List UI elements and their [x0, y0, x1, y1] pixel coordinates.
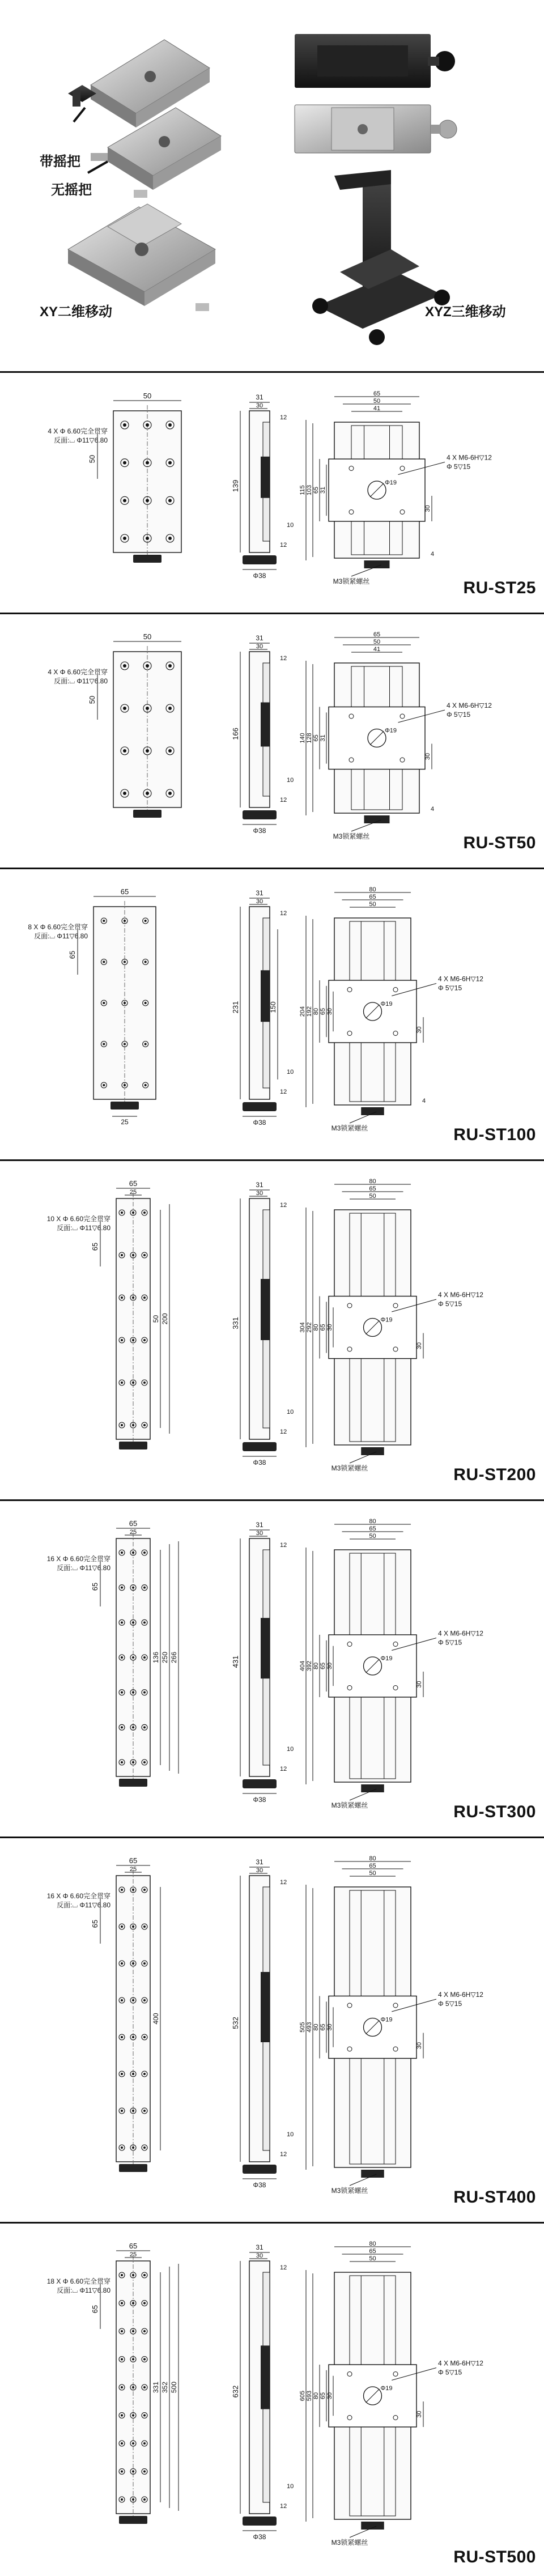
dim-right-w1: 65 [373, 631, 381, 638]
dim-right-h5: 30 [326, 2392, 333, 2400]
side-view [231, 1521, 294, 1804]
front-view [299, 1178, 483, 1472]
hole-note-2: 反面:⌴ Φ11▽6.80 [57, 2286, 110, 2294]
technical-drawing [0, 615, 544, 867]
dim-side-top-b: 30 [256, 1867, 264, 1874]
dim-side-c: 10 [287, 1069, 294, 1076]
knob-outline [119, 2516, 147, 2524]
drawing-panel-ru-st500 [0, 2224, 544, 2573]
tap-note-1: 4 X M6-6H▽12 [438, 975, 483, 983]
xy-stage-photo [68, 190, 215, 311]
dim-side-b: 12 [280, 542, 287, 549]
knob-side [243, 555, 277, 564]
dim-plan-height: 65 [91, 1242, 99, 1251]
dim-plan-width: 65 [129, 2242, 138, 2250]
dim-right-w1: 80 [369, 1178, 376, 1185]
dim-right-h4: 31 [320, 734, 326, 742]
dim-right-h3: 80 [313, 1324, 320, 1331]
dim-right-h2: 128 [306, 733, 313, 743]
dim-right-h3: 80 [313, 2024, 320, 2031]
dim-plan-height: 50 [88, 454, 96, 464]
dim-side-base: Φ38 [253, 2181, 266, 2189]
dim-side-top-a: 31 [256, 1181, 264, 1189]
knob-side [243, 1779, 277, 1788]
dim-right-h1: 140 [299, 733, 306, 743]
dim-right-h1: 505 [299, 2022, 306, 2033]
dim-side-base: Φ38 [253, 1796, 266, 1804]
dim-right-w3: 50 [369, 1193, 376, 1200]
hole-note-2: 反面:⌴ Φ11▽6.80 [54, 677, 108, 685]
dim-side-c: 10 [287, 1746, 294, 1753]
dim-right-h2: 493 [306, 2022, 313, 2033]
front-view [299, 390, 492, 585]
hole-note-1: 4 X Φ 6.60完全贯穿 [48, 668, 108, 676]
dim-plan-width: 50 [143, 632, 152, 641]
dim-side-top-a: 31 [256, 889, 264, 897]
dim-right-diameter: Φ19 [380, 1655, 393, 1662]
dim-side-b: 12 [280, 797, 287, 804]
knob-side [243, 2517, 277, 2526]
dim-plan-height: 65 [91, 1919, 99, 1928]
dim-side-c: 10 [287, 522, 294, 529]
hole-note-2: 反面:⌴ Φ11▽6.80 [57, 1224, 110, 1232]
plan-view [48, 632, 181, 818]
drawing-panel-ru-st300 [0, 1502, 544, 1836]
dim-right-diameter: Φ19 [380, 1001, 393, 1008]
dim-right-h5: 30 [326, 2024, 333, 2031]
dim-side-height: 632 [231, 2385, 240, 2398]
dim-right-h2: 593 [306, 2390, 313, 2401]
drawing-panel-ru-st25 [0, 374, 544, 612]
dim-side-height: 431 [231, 1655, 240, 1668]
dim-side-mid: 150 [269, 1001, 277, 1013]
front-view [299, 1518, 483, 1809]
hole-note-1: 16 X Φ 6.60完全贯穿 [46, 1892, 110, 1900]
plan-view [47, 1856, 160, 2172]
dim-plan-height-2: 331 [152, 2381, 160, 2394]
hole-note-1: 16 X Φ 6.60完全贯穿 [46, 1555, 110, 1563]
dim-plan-height: 50 [88, 695, 96, 704]
dim-right-h2: 292 [306, 1322, 313, 1333]
side-view [231, 2243, 294, 2541]
divider [0, 1159, 544, 1161]
scale-block [261, 1279, 270, 1340]
technical-drawing [0, 1162, 544, 1499]
dim-right-h5: 30 [326, 1324, 333, 1331]
dim-right-w3: 50 [369, 1533, 376, 1540]
dim-right-h3: 80 [313, 1662, 320, 1670]
tap-note-1: 4 X M6-6H▽12 [438, 2359, 483, 2367]
dim-right-h3: 80 [313, 2392, 320, 2400]
model-label: RU-ST300 [453, 1803, 536, 1821]
dim-plan-height-3: 352 [161, 2381, 169, 2394]
drawing-panel-ru-st50 [0, 615, 544, 867]
tap-note-2: Φ 5▽15 [438, 2000, 462, 2008]
side-view [231, 1181, 294, 1466]
dim-side-top-a: 31 [256, 1858, 264, 1866]
plan-view [48, 392, 181, 563]
screw-note: M3锁紧螺丝 [331, 1464, 368, 1472]
dim-right-w2: 65 [369, 1185, 376, 1192]
dim-side-base: Φ38 [253, 827, 266, 835]
knob-front [361, 2522, 384, 2530]
dim-side-a: 12 [280, 1542, 287, 1549]
plan-view [47, 1179, 169, 1449]
dim-side-a: 12 [280, 414, 287, 421]
dim-right-h4: 65 [320, 1324, 326, 1331]
dim-plan-width: 65 [120, 887, 129, 896]
dim-right-h1: 115 [299, 485, 306, 495]
dim-plan-width-2: 25 [129, 2251, 137, 2258]
technical-drawing [0, 2224, 544, 2573]
dim-side-b: 12 [280, 1089, 287, 1095]
knob-outline [133, 555, 162, 563]
tap-note-1: 4 X M6-6H▽12 [447, 702, 492, 709]
dim-right-h2: 392 [306, 1660, 313, 1672]
tap-note-2: Φ 5▽15 [447, 711, 471, 719]
dim-right-side-1: 30 [416, 1026, 423, 1034]
dim-right-w1: 80 [369, 1855, 376, 1862]
dim-right-side-1: 30 [416, 1342, 423, 1350]
dim-plan-width-2: 25 [129, 1866, 137, 1873]
hole-note-1: 10 X Φ 6.60完全贯穿 [46, 1215, 110, 1223]
screw-note: M3锁紧螺丝 [331, 1801, 368, 1809]
technical-drawing [0, 374, 544, 612]
side-view [231, 889, 294, 1127]
dim-side-c: 10 [287, 2483, 294, 2490]
tap-note-1: 4 X M6-6H▽12 [438, 1291, 483, 1299]
dim-right-w1: 80 [369, 1518, 376, 1525]
dim-right-w3: 41 [373, 405, 381, 412]
scale-block [261, 457, 270, 498]
hole-note-1: 8 X Φ 6.60完全贯穿 [28, 923, 88, 931]
label-with-crank: 带摇把 [40, 154, 80, 169]
tap-note-2: Φ 5▽15 [447, 462, 471, 471]
knob-side [243, 1442, 277, 1451]
dim-side-b: 12 [280, 2503, 287, 2510]
tap-note-2: Φ 5▽15 [438, 1300, 462, 1308]
screw-note: M3锁紧螺丝 [331, 1124, 368, 1132]
dim-right-w3: 41 [373, 646, 381, 653]
dim-right-w1: 65 [373, 390, 381, 397]
dim-right-h1: 605 [299, 2390, 306, 2401]
dim-side-a: 12 [280, 1202, 287, 1209]
dim-side-top-b: 30 [256, 2252, 264, 2259]
tap-note-1: 4 X M6-6H▽12 [447, 453, 492, 462]
dim-side-top-a: 31 [256, 2243, 264, 2251]
knob-outline [119, 2164, 147, 2172]
dim-side-base: Φ38 [253, 2533, 266, 2541]
dim-side-height: 166 [231, 728, 240, 740]
dim-plan-height-2: 136 [152, 1651, 160, 1664]
screw-note: M3锁紧螺丝 [333, 832, 370, 840]
dim-plan-height: 65 [68, 950, 76, 959]
technical-drawing [0, 870, 544, 1159]
dim-side-height: 532 [231, 2017, 240, 2029]
knob-outline [110, 1102, 139, 1110]
dim-right-diameter: Φ19 [380, 2385, 393, 2392]
knob-outline [133, 810, 162, 818]
dim-plan-width: 65 [129, 1179, 138, 1188]
dim-side-base: Φ38 [253, 1459, 266, 1466]
tap-note-2: Φ 5▽15 [438, 1638, 462, 1647]
dim-right-diameter: Φ19 [385, 727, 397, 734]
front-view [299, 1855, 483, 2195]
dim-right-w1: 80 [369, 886, 376, 893]
front-view [299, 886, 483, 1132]
divider [0, 2222, 544, 2224]
knob-front [361, 1447, 384, 1455]
knob-side [243, 810, 277, 819]
hole-note-1: 18 X Φ 6.60完全贯穿 [46, 2277, 110, 2285]
scale-block [261, 2345, 270, 2409]
dim-right-h4: 65 [320, 2024, 326, 2031]
dim-right-side-1: 30 [424, 753, 431, 760]
knob-front [361, 1107, 384, 1115]
scale-block [261, 703, 270, 747]
dim-side-base: Φ38 [253, 572, 266, 580]
plan-view [47, 2242, 178, 2524]
tap-note-2: Φ 5▽15 [438, 2368, 462, 2377]
dim-right-h5: 30 [326, 1662, 333, 1670]
dim-right-side-1: 30 [416, 2042, 423, 2050]
dim-right-h2: 103 [306, 484, 313, 496]
dim-plan-width: 65 [129, 1856, 138, 1865]
label-xy-stage: XY二维移动 [40, 304, 113, 320]
dim-right-h4: 31 [320, 486, 326, 494]
tap-note-1: 4 X M6-6H▽12 [438, 1629, 483, 1638]
screw-note: M3锁紧螺丝 [331, 2539, 368, 2547]
knob-side [243, 2165, 277, 2174]
plan-view [28, 887, 156, 1126]
dim-side-height: 139 [231, 479, 240, 492]
dim-side-top-b: 30 [256, 402, 264, 409]
front-view [299, 2241, 483, 2547]
dim-right-side-1: 30 [416, 1681, 423, 1688]
dim-right-w3: 50 [369, 2255, 376, 2262]
dim-plan-width-2: 25 [129, 1189, 137, 1196]
dim-right-h1: 404 [299, 1660, 306, 1672]
black-stage-photo [295, 34, 455, 88]
silver-stage-photo [295, 105, 457, 153]
technical-drawing [0, 1839, 544, 2221]
dim-right-side-2: 4 [431, 551, 435, 558]
dim-side-a: 12 [280, 910, 287, 917]
dim-side-b: 12 [280, 1429, 287, 1435]
dim-plan-height-2: 50 [152, 1315, 160, 1323]
dim-side-top-a: 31 [256, 393, 264, 401]
dim-right-w2: 65 [369, 1863, 376, 1869]
dim-right-side-2: 4 [422, 1098, 426, 1104]
dim-right-w2: 65 [369, 894, 376, 900]
front-view [299, 631, 492, 840]
dim-right-h3: 65 [313, 734, 320, 742]
knob-front [361, 1784, 384, 1792]
drawing-panel-ru-st200 [0, 1162, 544, 1499]
dim-side-a: 12 [280, 2264, 287, 2271]
dim-plan-bottom: 25 [121, 1118, 129, 1126]
dim-side-a: 12 [280, 655, 287, 662]
stage-with-crank-photo [68, 40, 210, 127]
model-label: RU-ST200 [453, 1465, 536, 1484]
dim-side-c: 10 [287, 1409, 294, 1415]
model-label: RU-ST500 [453, 2548, 536, 2566]
dim-right-h2: 192 [306, 1006, 313, 1017]
dim-right-diameter: Φ19 [380, 1316, 393, 1324]
drawing-panel-ru-st400 [0, 1839, 544, 2221]
hole-note-2: 反面:⌴ Φ11▽6.80 [54, 436, 108, 444]
dim-right-h1: 204 [299, 1006, 306, 1017]
dim-right-h4: 65 [320, 2392, 326, 2400]
drawing-panel-ru-st100 [0, 870, 544, 1159]
dim-right-h1: 304 [299, 1322, 306, 1333]
dim-plan-height-4: 266 [170, 1651, 178, 1664]
plan-view [47, 1519, 178, 1787]
dim-right-w2: 65 [369, 1525, 376, 1532]
knob-outline [119, 1442, 147, 1449]
dim-right-diameter: Φ19 [380, 2016, 393, 2024]
dim-plan-height-4: 500 [170, 2381, 178, 2394]
dim-right-diameter: Φ19 [385, 479, 397, 486]
side-view [231, 634, 294, 835]
dim-right-h4: 65 [320, 1008, 326, 1015]
dim-side-c: 10 [287, 777, 294, 784]
dim-side-height: 331 [231, 1317, 240, 1329]
knob-side [243, 1102, 277, 1111]
divider [0, 371, 544, 373]
dim-plan-width-2: 25 [129, 1529, 137, 1536]
dim-side-c: 10 [287, 2131, 294, 2138]
dim-plan-height-3: 200 [161, 1313, 169, 1325]
dim-plan-height: 65 [91, 2305, 99, 2314]
dim-right-h3: 80 [313, 1008, 320, 1015]
dim-plan-height-2: 400 [152, 2013, 160, 2025]
divider [0, 1837, 544, 1838]
dim-side-height: 231 [231, 1001, 240, 1014]
hole-note-2: 反面:⌴ Φ11▽6.80 [57, 1901, 110, 1909]
knob-front [361, 2170, 384, 2178]
model-label: RU-ST100 [453, 1125, 536, 1144]
scale-block [261, 1972, 270, 2042]
label-without-crank: 无摇把 [51, 182, 92, 198]
hole-note-2: 反面:⌴ Φ11▽6.80 [57, 1564, 110, 1572]
dim-side-top-a: 31 [256, 634, 264, 642]
dim-side-top-b: 30 [256, 1190, 264, 1197]
dim-side-b: 12 [280, 2151, 287, 2158]
scale-block [261, 1618, 270, 1678]
dim-right-h5: 30 [326, 1008, 333, 1015]
knob-outline [119, 1779, 147, 1787]
screw-note: M3锁紧螺丝 [331, 2187, 368, 2195]
tap-note-2: Φ 5▽15 [438, 984, 462, 992]
divider [0, 1499, 544, 1501]
dim-right-w2: 50 [373, 398, 381, 405]
dim-right-w1: 80 [369, 2241, 376, 2247]
dim-side-top-b: 30 [256, 898, 264, 905]
knob-front [364, 560, 390, 568]
stage-without-crank-photo [91, 108, 221, 190]
dim-right-h4: 65 [320, 1662, 326, 1670]
dim-side-a: 12 [280, 1879, 287, 1886]
dim-right-w2: 50 [373, 639, 381, 645]
dim-plan-height-3: 250 [161, 1651, 169, 1664]
dim-right-h3: 65 [313, 486, 320, 494]
side-view [231, 393, 294, 580]
model-label: RU-ST25 [463, 579, 536, 597]
hole-note-1: 4 X Φ 6.60完全贯穿 [48, 427, 108, 435]
dim-right-side-1: 30 [424, 505, 431, 512]
divider [0, 868, 544, 869]
dim-plan-width: 50 [143, 392, 152, 400]
dim-right-side-1: 30 [416, 2411, 423, 2418]
hole-note-2: 反面:⌴ Φ11▽6.80 [34, 932, 88, 940]
technical-drawing [0, 1502, 544, 1836]
dim-right-w3: 50 [369, 1870, 376, 1877]
tap-note-1: 4 X M6-6H▽12 [438, 1991, 483, 1999]
dim-right-side-2: 4 [431, 806, 435, 813]
model-label: RU-ST400 [453, 2188, 536, 2207]
product-photo-section [0, 0, 544, 368]
dim-right-w3: 50 [369, 901, 376, 908]
side-view [231, 1858, 294, 2189]
divider [0, 613, 544, 614]
dim-side-top-a: 31 [256, 1521, 264, 1529]
label-xyz-stage: XYZ三维移动 [425, 304, 506, 320]
screw-note: M3锁紧螺丝 [333, 577, 370, 585]
dim-side-base: Φ38 [253, 1119, 266, 1127]
dim-right-w2: 65 [369, 2248, 376, 2255]
knob-front [364, 815, 390, 823]
dim-plan-height: 65 [91, 1582, 99, 1591]
dim-side-top-b: 30 [256, 1530, 264, 1537]
dim-side-top-b: 30 [256, 643, 264, 650]
dim-plan-width: 65 [129, 1519, 138, 1528]
dim-side-b: 12 [280, 1766, 287, 1772]
model-label: RU-ST50 [463, 834, 536, 852]
scale-block [261, 970, 270, 1022]
